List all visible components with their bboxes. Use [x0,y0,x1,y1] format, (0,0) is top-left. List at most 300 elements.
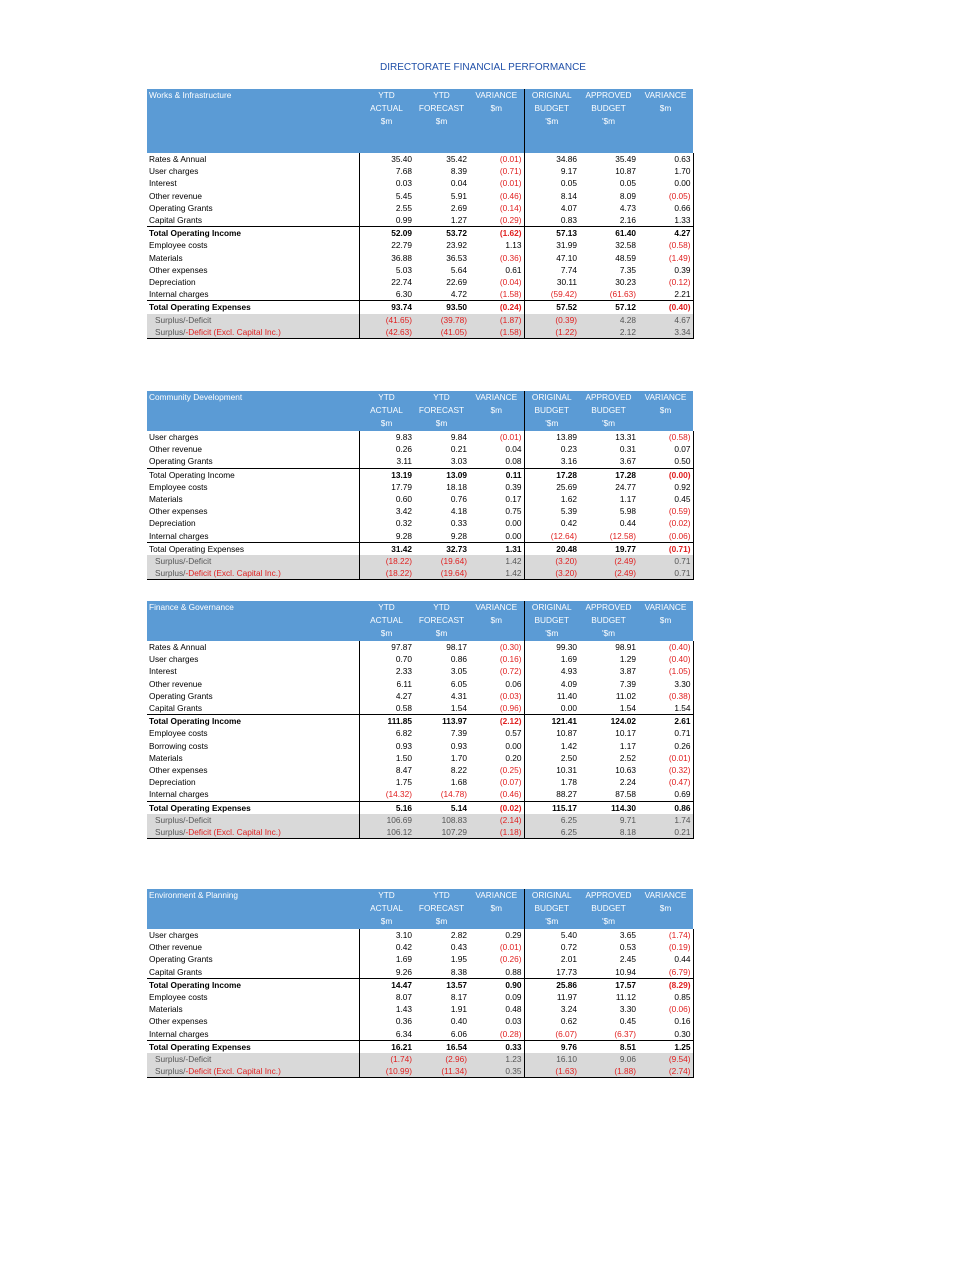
table-row [147,202,693,214]
table-cell: 13.89 [524,431,579,443]
table-cell: 9.26 [359,966,414,979]
table-cell: 2.52 [619,752,636,763]
column-header: APPROVED BUDGET '$m [579,89,638,153]
table-row [147,326,693,339]
row-label: Borrowing costs [149,740,209,751]
table-cell: (18.22) [359,567,414,580]
column-header: VARIANCE $m [469,391,524,431]
table-cell: 7.39 [450,728,467,739]
column-header: VARIANCE $m [638,89,693,153]
table-cell: (0.39) [524,314,579,326]
row-label: Other expenses [149,264,208,275]
table-row [147,826,693,839]
table-cell: 11.12 [615,992,636,1003]
table-cell: 24.77 [615,481,636,492]
table-cell: (0.02) [469,801,524,814]
row-label: Total Operating Expenses [147,801,359,814]
table-cell: 4.27 [359,690,414,702]
section-name: Works & Infrastructure [147,89,359,153]
table-cell: 6.05 [450,678,467,689]
table-cell: 8.38 [450,966,467,977]
table-row [147,801,693,814]
table-cell: (19.64) [414,555,469,567]
table-row [147,153,693,165]
table-row [147,177,693,189]
table-cell: 98.91 [615,642,636,652]
table-row [147,239,693,251]
table-cell: (0.29) [469,214,524,227]
row-label: Capital Grants [149,215,203,226]
table-cell: (0.05) [638,190,693,202]
table-cell: 1.27 [450,215,467,226]
section-finance-governance [147,601,692,839]
table-cell: (14.78) [440,789,467,800]
table-row [147,468,693,481]
table-cell: 0.42 [524,517,579,529]
table-cell: (12.58) [609,530,636,541]
table-row [147,314,693,326]
table-cell: 8.47 [359,764,414,776]
table-cell: 57.12 [579,301,638,314]
table-cell: (0.72) [469,665,524,677]
table-row [147,517,693,529]
table-row [147,493,693,505]
table-cell: 0.11 [469,468,524,481]
table-cell: (1.49) [638,252,693,264]
row-label: Employee costs [149,728,208,739]
table-cell: 0.70 [359,653,414,665]
table-cell: 3.30 [638,678,693,690]
table-cell: 6.30 [359,288,414,301]
table-cell: 0.05 [619,178,636,189]
row-label: Depreciation [149,277,196,288]
column-header: ORIGINAL BUDGET '$m [524,391,579,431]
table-cell: (0.58) [638,239,693,251]
column-header: YTD ACTUAL $m [359,89,414,153]
table-cell: 1.43 [359,1003,414,1015]
table-cell: 2.16 [619,215,636,226]
column-header: VARIANCE $m [638,601,693,641]
table-row [147,165,693,177]
table-cell: 35.49 [615,154,636,164]
table-cell: (0.01) [469,431,524,443]
table-cell: (0.03) [469,690,524,702]
table-cell: (0.28) [469,1028,524,1041]
table-cell: 0.58 [359,702,414,715]
table-row [147,1015,693,1027]
table-cell: 10.63 [615,765,636,776]
table-row [147,227,693,240]
table-cell: 4.09 [524,678,579,690]
table-cell: 0.30 [638,1028,693,1041]
row-label: User charges [149,432,199,442]
table-row [147,1040,693,1053]
table-cell: (18.22) [359,555,414,567]
table-cell: 3.65 [619,930,636,940]
table-cell: 5.45 [359,190,414,202]
table-cell: 9.84 [450,432,467,442]
table-cell: 1.54 [450,703,467,714]
table-cell: 13.31 [615,432,636,442]
row-label: Interest [149,178,177,189]
table-cell: 0.83 [524,214,579,227]
table-cell: 0.21 [638,826,693,839]
financial-table [147,391,694,580]
table-cell: 1.42 [524,740,579,752]
table-cell: 0.04 [469,443,524,455]
table-cell: 87.58 [615,789,636,800]
table-row [147,530,693,543]
table-cell: 23.92 [446,240,467,251]
row-label: Materials [149,494,183,505]
table-cell: 1.23 [469,1053,524,1065]
table-cell: (0.04) [469,276,524,288]
table-cell: 0.48 [469,1003,524,1015]
table-row [147,953,693,965]
row-label: Operating Grants [149,954,213,965]
table-cell: 61.40 [579,227,638,240]
table-cell: 3.30 [619,1004,636,1015]
row-label: Total Operating Expenses [147,1040,359,1053]
table-cell: 97.87 [359,641,414,653]
table-row [147,966,693,979]
row-label: Materials [149,252,183,263]
table-cell: 5.98 [619,506,636,517]
table-cell: (0.46) [469,190,524,202]
table-cell: 4.27 [638,227,693,240]
table-row [147,941,693,953]
column-header: YTD ACTUAL $m [359,889,414,929]
table-cell: 3.87 [619,666,636,677]
table-cell: 1.25 [638,1040,693,1053]
table-cell: 0.43 [450,942,467,953]
table-cell: 0.04 [450,178,467,189]
table-cell: (0.01) [638,752,693,764]
table-cell: (10.99) [359,1065,414,1078]
table-cell: 30.11 [524,276,579,288]
table-cell: (2.49) [579,555,638,567]
column-header: YTD ACTUAL $m [359,601,414,641]
table-cell: (0.40) [638,301,693,314]
table-cell: 9.28 [359,530,414,543]
row-label: Internal charges [149,789,209,800]
table-cell: 36.88 [359,252,414,264]
table-cell: (1.18) [469,826,524,839]
table-cell: 10.87 [524,727,579,739]
table-cell: (2.49) [579,567,638,580]
table-cell: 106.12 [359,826,414,839]
table-cell: (41.05) [414,326,469,339]
table-cell: 0.06 [469,678,524,690]
table-cell: (42.63) [359,326,414,339]
table-cell: (0.40) [638,653,693,665]
table-cell: (6.07) [524,1028,579,1041]
table-cell: 0.17 [469,493,524,505]
table-cell: 57.13 [524,227,579,240]
table-cell: 2.01 [524,953,579,965]
table-cell: 16.21 [359,1040,414,1053]
table-cell: (39.78) [414,314,469,326]
table-cell: 1.70 [638,165,693,177]
table-cell: (1.58) [469,326,524,339]
table-cell: 0.57 [469,727,524,739]
row-label: Other revenue [149,942,203,953]
table-cell: 22.69 [446,277,467,288]
row-label: Total Operating Income [147,715,359,728]
table-row [147,752,693,764]
table-cell: (1.05) [638,665,693,677]
table-cell: (0.19) [638,941,693,953]
table-cell: 22.74 [359,276,414,288]
row-label: Other revenue [149,190,203,201]
table-cell: (3.20) [524,555,579,567]
table-row [147,740,693,752]
table-cell: 18.18 [446,481,467,492]
table-cell: 106.69 [359,814,414,826]
table-cell: 25.86 [524,978,579,991]
table-cell: 5.14 [414,801,469,814]
table-cell: 6.34 [359,1028,414,1041]
table-cell: (3.20) [524,567,579,580]
table-row [147,542,693,555]
table-cell: 2.12 [579,326,638,339]
column-header: APPROVED BUDGET '$m [579,601,638,641]
table-cell: 0.26 [359,443,414,455]
table-cell: 30.23 [615,277,636,288]
table-cell: 124.02 [579,715,638,728]
table-cell: 115.17 [524,801,579,814]
row-label: Operating Grants [149,456,213,467]
table-cell: 113.97 [414,715,469,728]
table-cell: 0.44 [619,518,636,529]
row-label: Depreciation [149,518,196,529]
table-cell: 1.54 [638,702,693,715]
table-row [147,929,693,941]
table-cell: (12.64) [524,530,579,543]
table-cell: 35.42 [446,154,467,164]
table-cell: (59.42) [524,288,579,301]
table-row [147,252,693,264]
table-cell: 1.33 [638,214,693,227]
table-cell: 3.67 [619,456,636,467]
table-cell: 32.73 [414,542,469,555]
table-cell: (9.54) [638,1053,693,1065]
table-cell: 0.75 [469,505,524,517]
table-cell: 20.48 [524,542,579,555]
table-cell: 2.69 [450,202,467,213]
column-header: ORIGINAL BUDGET '$m [524,601,579,641]
table-cell: 1.75 [359,776,414,788]
table-cell: (0.06) [638,530,693,543]
table-row [147,264,693,276]
table-cell: (2.12) [469,715,524,728]
table-cell: (1.63) [524,1065,579,1078]
table-cell: 0.45 [619,1016,636,1027]
table-cell: 0.50 [638,455,693,468]
table-cell: 5.03 [359,264,414,276]
column-header: ORIGINAL BUDGET '$m [524,889,579,929]
table-cell: 35.40 [359,153,414,165]
table-cell: 99.30 [524,641,579,653]
table-cell: 5.91 [450,190,467,201]
table-cell: 1.74 [638,814,693,826]
row-label: Materials [149,1004,183,1015]
table-cell: (19.64) [414,567,469,580]
table-cell: 0.00 [524,702,579,715]
table-cell: 1.91 [450,1004,467,1015]
table-cell: 14.47 [359,978,414,991]
table-cell: 8.14 [524,190,579,202]
table-cell: 32.58 [615,240,636,251]
row-label: Rates & Annual [149,642,207,652]
table-cell: 4.73 [619,202,636,213]
table-cell: (0.16) [469,653,524,665]
table-cell: 93.50 [414,301,469,314]
column-header: VARIANCE $m [638,391,693,431]
table-cell: 4.31 [450,690,467,701]
table-cell: 4.67 [638,314,693,326]
row-label: Internal charges [149,1028,209,1039]
column-header: VARIANCE $m [638,889,693,929]
table-cell: 4.18 [450,506,467,517]
table-cell: 13.19 [359,468,414,481]
row-label: Materials [149,752,183,763]
row-label: Capital Grants [149,966,203,977]
table-cell: 0.35 [469,1065,524,1078]
table-cell: 0.42 [359,941,414,953]
table-cell: 8.18 [579,826,638,839]
column-header: YTD ACTUAL $m [359,391,414,431]
table-cell: 0.93 [359,740,414,752]
row-label: Internal charges [149,289,209,300]
table-cell: 1.69 [359,953,414,965]
table-cell: 8.39 [450,166,467,177]
table-cell: 0.03 [359,177,414,189]
table-row [147,431,693,443]
table-cell: 0.31 [619,444,636,455]
table-cell: 13.09 [414,468,469,481]
table-cell: 3.11 [359,455,414,468]
table-row [147,702,693,715]
table-cell: 3.42 [359,505,414,517]
table-cell: (0.59) [638,505,693,517]
table-cell: (41.65) [359,314,414,326]
table-cell: 19.77 [579,542,638,555]
table-row [147,991,693,1003]
table-cell: 0.69 [638,788,693,801]
table-cell: 6.25 [524,814,579,826]
row-label: Other revenue [149,678,203,689]
table-cell: 0.86 [450,654,467,665]
column-header: YTD FORECAST $m [414,89,469,153]
column-header: YTD FORECAST $m [414,391,469,431]
table-cell: 0.21 [450,444,467,455]
table-cell: 2.33 [359,665,414,677]
table-cell: 13.57 [414,978,469,991]
table-cell: (2.96) [414,1053,469,1065]
table-cell: 0.09 [469,991,524,1003]
table-cell: 10.17 [615,728,636,739]
row-label: Surplus/-Deficit [147,814,359,826]
table-cell: 9.28 [450,530,467,541]
table-cell: 34.86 [524,153,579,165]
table-row [147,678,693,690]
table-cell: (0.24) [469,301,524,314]
page-title: DIRECTORATE FINANCIAL PERFORMANCE [380,62,586,73]
table-cell: (0.71) [469,165,524,177]
table-cell: (0.36) [469,252,524,264]
table-row [147,727,693,739]
table-cell: (0.46) [469,788,524,801]
table-cell: 6.82 [359,727,414,739]
table-cell: 17.28 [579,468,638,481]
table-cell: 0.66 [638,202,693,214]
table-cell: 52.09 [359,227,414,240]
table-cell: (0.47) [638,776,693,788]
row-label: Operating Grants [149,690,213,701]
table-cell: 0.93 [450,740,467,751]
table-row [147,1028,693,1041]
table-cell: (11.34) [414,1065,469,1078]
table-cell: 11.02 [615,690,636,701]
table-cell: (0.12) [638,276,693,288]
row-label: Surplus/-Deficit (Excl. Capital Inc.) [147,826,359,839]
row-label: Total Operating Income [147,227,359,240]
table-cell: 1.78 [524,776,579,788]
table-cell: (0.38) [638,690,693,702]
table-cell: 2.61 [638,715,693,728]
table-row [147,1003,693,1015]
section-works-infrastructure [147,89,692,339]
table-cell: 0.03 [469,1015,524,1027]
table-cell: 9.06 [579,1053,638,1065]
table-cell: 0.39 [638,264,693,276]
table-cell: 121.41 [524,715,579,728]
table-cell: 1.31 [469,542,524,555]
table-cell: 7.68 [359,165,414,177]
table-row [147,455,693,468]
table-cell: 7.35 [619,264,636,275]
table-cell: (0.14) [469,202,524,214]
table-cell: 5.16 [359,801,414,814]
table-cell: 114.30 [579,801,638,814]
row-label: Surplus/-Deficit [147,314,359,326]
table-cell: 4.72 [450,289,467,300]
table-cell: 9.17 [524,165,579,177]
table-cell: (0.58) [638,431,693,443]
column-header: APPROVED BUDGET '$m [579,391,638,431]
table-cell: 31.99 [524,239,579,251]
table-cell: 0.88 [469,966,524,979]
table-row [147,764,693,776]
table-cell: 0.90 [469,978,524,991]
table-cell: (6.79) [638,966,693,979]
table-cell: 3.24 [524,1003,579,1015]
table-row [147,653,693,665]
table-cell: 17.28 [524,468,579,481]
table-cell: (6.37) [614,1028,636,1039]
row-label: Capital Grants [149,703,203,714]
table-cell: 0.00 [469,530,524,543]
table-cell: (1.58) [469,288,524,301]
table-cell: 1.70 [450,752,467,763]
row-label: Other expenses [149,1016,208,1027]
table-cell: 0.08 [469,455,524,468]
table-cell: 3.34 [638,326,693,339]
table-cell: (0.30) [469,641,524,653]
table-cell: 1.42 [469,567,524,580]
table-cell: 0.76 [450,494,467,505]
